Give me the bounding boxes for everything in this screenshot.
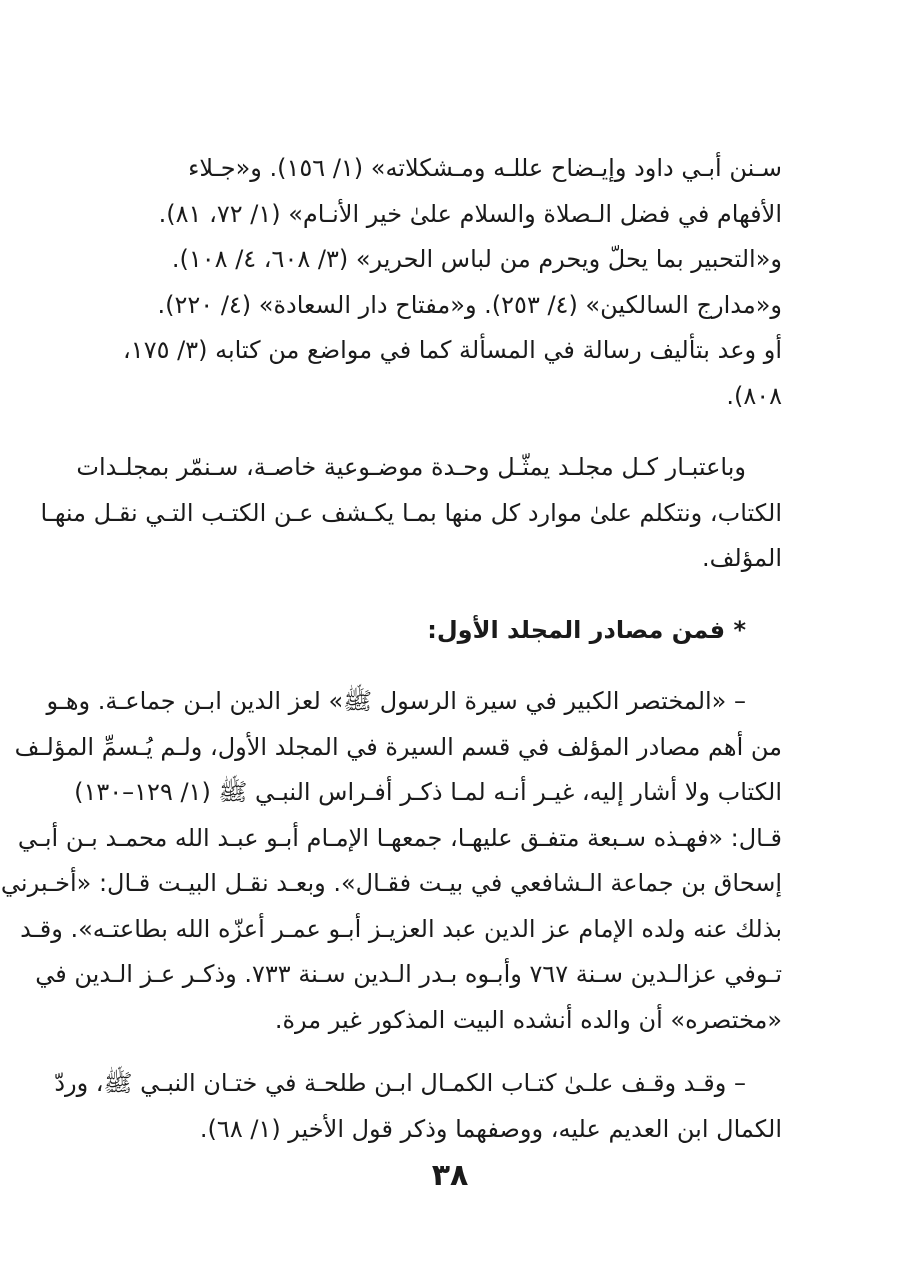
text-line: قـال: «فهـذه سـبعة متفـق عليهـا، جمعهـا الإمـام أبـو عبـد الله محمـد بـن أبـي: [17, 823, 782, 852]
text-line: بذلك عنه ولده الإمام عز الدين عبد العزيـز أبـو عمـر أعزّه الله بطاعتـه». وقـد: [20, 914, 782, 943]
list-item-second-source: [54, 1061, 782, 1152]
page-body: [0, 146, 782, 1152]
text-line: تـوفي عزالـدين سـنة ٧٦٧ وأبـوه بـدر الـدين سـنة ٧٣٣. وذكـر عـز الـدين في: [35, 960, 782, 988]
text-line: أو وعد بتأليف رسالة في المسألة كما في مواضع من كتابه (٣/ ١٧٥،: [123, 336, 782, 364]
text-line: «مختصره» أن والده أنشده البيت المذكور غير مرة.: [274, 1005, 782, 1034]
text-line: الكتاب ولا أشار إليه، غيـر أنـه لمـا ذكـر أفـراس النبـي ﷺ (١/ ١٢٩–١٣٠): [74, 778, 782, 806]
text-line: ٨٠٨).: [726, 381, 782, 410]
text-line: – وقـد وقـف علـىٰ كتـاب الكمـال ابـن طلحـة في ختـان النبـي ﷺ، وردّ: [54, 1069, 746, 1097]
page-number: ٣٨: [431, 1158, 469, 1193]
text-line: وباعتبـار كـل مجلـد يمثّـل وحـدة موضـوعية خاصـة، سـنمّر بمجلـدات: [76, 453, 746, 481]
text-line: و«التحبير بما يحلّ ويحرم من لباس الحرير» (٣/ ٦٠٨، ٤/ ١٠٨).: [171, 245, 782, 273]
text-line: الكمال ابن العديم عليه، ووصفهما وذكر قول الأخير (١/ ٦٨).: [199, 1114, 782, 1143]
text-line: سـنن أبـي داود وإيـضاح عللـه ومـشكلاته» (١/ ١٥٦). و«جـلاء: [188, 154, 782, 182]
volumes-paragraph: [40, 445, 782, 582]
text-line: و«مدارج السالكين» (٤/ ٢٥٣). و«مفتاح دار السعادة» (٤/ ٢٢٠).: [157, 290, 782, 319]
text-line: من أهم مصادر المؤلف في قسم السيرة في المجلد الأول، ولـم يُـسمِّ المؤلـف: [14, 732, 782, 761]
intro-paragraph: [118, 146, 782, 419]
text-line: المؤلف.: [701, 544, 782, 572]
text-line: الكتاب، ونتكلم علىٰ موارد كل منها بمـا يكـشف عـن الكتـب التـي نقـل منهـا: [40, 498, 782, 527]
list-item-first-source: [0, 679, 782, 1043]
section-heading: [118, 608, 782, 654]
text-line: الأفهام في فضل الـصلاة والسلام علىٰ خير الأنـام» (١/ ٧٢، ٨١).: [158, 199, 782, 228]
text-line: – «المختصر الكبير في سيرة الرسول ﷺ» لعز الدين ابـن جماعـة. وهـو: [46, 687, 746, 715]
heading-text: * فمن مصادر المجلد الأول:: [427, 615, 746, 644]
text-line: إسحاق بن جماعة الـشافعي في بيـت فقـال». وبعـد نقـل البيـت قـال: «أخـبرني: [0, 869, 782, 897]
